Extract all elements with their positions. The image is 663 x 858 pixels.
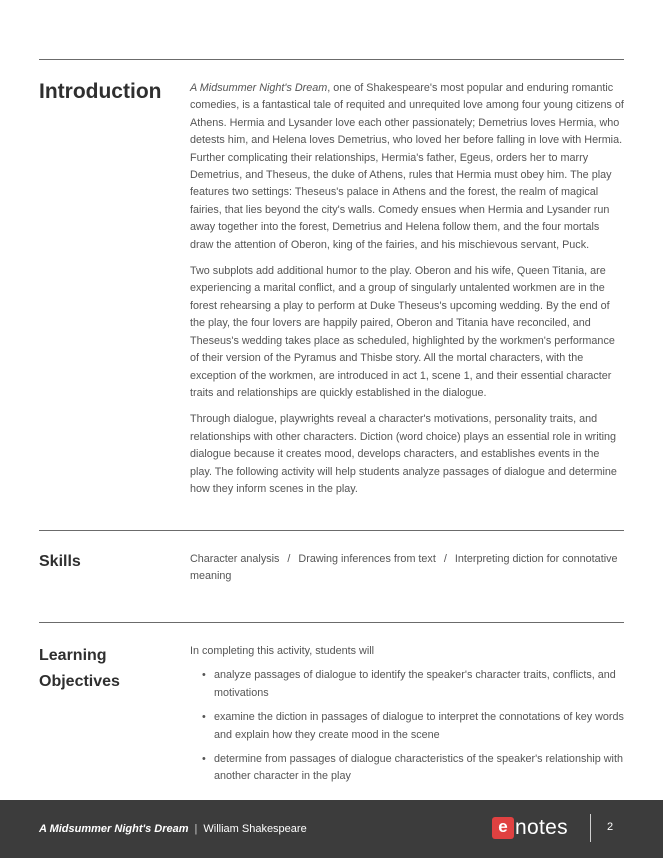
footer-divider: [590, 814, 591, 842]
footer-title: [39, 823, 307, 835]
skill-item: Drawing inferences from text: [298, 553, 436, 565]
skill-item: Character analysis: [190, 553, 280, 565]
intro-paragraph-2: Two subplots add additional humor to the play. Oberon and his wife, Queen Titania, are experiencing a marital conflict, and a group of singularly untalented workmen are in the forest rehearsing a play to perform at Duke Theseus's upcoming wedding. By the end of the play, the four lovers are happily paired, Oberon and Titania have reconciled, and Theseus's wedding takes place as scheduled, highlighted by the workmen's performance of their version of the Pyramus and Thisbe story. All the mortal characters, with the exception of the workmen, are introduced in act 1, scene 1, and their essential character traits and relationships are quickly established in the dialogue.: [190, 265, 615, 399]
page-number: 2: [607, 821, 614, 833]
heading-line-1: Learning: [39, 647, 107, 664]
skills-rule: [39, 530, 624, 531]
intro-paragraph-1: [190, 80, 624, 254]
heading-line-2: Objectives: [39, 673, 120, 690]
objectives-rule: [39, 622, 624, 623]
page-footer: [0, 800, 663, 858]
play-title: A Midsummer Night's Dream: [190, 82, 328, 94]
enotes-logo: [492, 816, 568, 840]
footer-author: William Shakespeare: [203, 823, 307, 835]
objectives-body: [190, 643, 624, 793]
intro-paragraph-1-text: , one of Shakespeare's most popular and enduring romantic comedies, is a fantastical tale of requited and unrequited love among four young citizens of Athens. Hermia and Lysander love each other passionately; Demetrius loves Hermia, who detests him, and Helena loves Demetrius, who loved her before falling in love with Hermia. Further complicating their relationships, Hermia's father, Egeus, orders her to marry Demetrius, and Theseus, the duke of Athens, rules that Hermia must obey him. The play features two settings: Theseus's palace in Athens and the forest, the realm of magical fairies, that lies beyond the city's walls. Comedy ensues when Hermia and Lysander run away together into the forest, Demetrius and Helena follow them, and the four mortals draw the attention of Oberon, king of the fairies, and his mischievous servant, Puck.: [190, 82, 624, 251]
skills-heading: Skills: [39, 553, 81, 570]
objective-item: • analyze passages of dialogue to identify the speaker's character traits, conflicts, and motivations: [214, 667, 624, 702]
enotes-wordmark: notes: [515, 816, 568, 839]
skills-list: [190, 551, 624, 586]
introduction-body: [190, 80, 624, 507]
footer-book-title: A Midsummer Night's Dream: [39, 823, 189, 835]
top-rule: [39, 59, 624, 60]
introduction-heading: Introduction: [39, 80, 162, 103]
skill-separator: /: [443, 553, 447, 565]
enotes-e-icon: e: [492, 817, 514, 839]
skill-item: Interpreting diction for connotative meaning: [190, 553, 618, 583]
footer-bar: |: [194, 823, 198, 835]
objective-item: • determine from passages of dialogue characteristics of the speaker's relationship with another character in the play: [214, 751, 624, 786]
objectives-list: [190, 667, 624, 785]
learning-objectives-heading: [39, 643, 120, 695]
objective-item: • examine the diction in passages of dialogue to interpret the connotations of key words and explain how they create mood in the scene: [214, 709, 624, 744]
objectives-lead: In completing this activity, students will: [190, 645, 375, 657]
intro-paragraph-3: Through dialogue, playwrights reveal a character's motivations, personality traits, and relationships with other characters. Diction (word choice) plays an essential role in writing dialogue because it creates mood, develops characters, and establishes events in the play. The following activity will help students analyze passages of dialogue and determine how they inform scenes in the play.: [190, 413, 617, 495]
skill-separator: /: [287, 553, 291, 565]
